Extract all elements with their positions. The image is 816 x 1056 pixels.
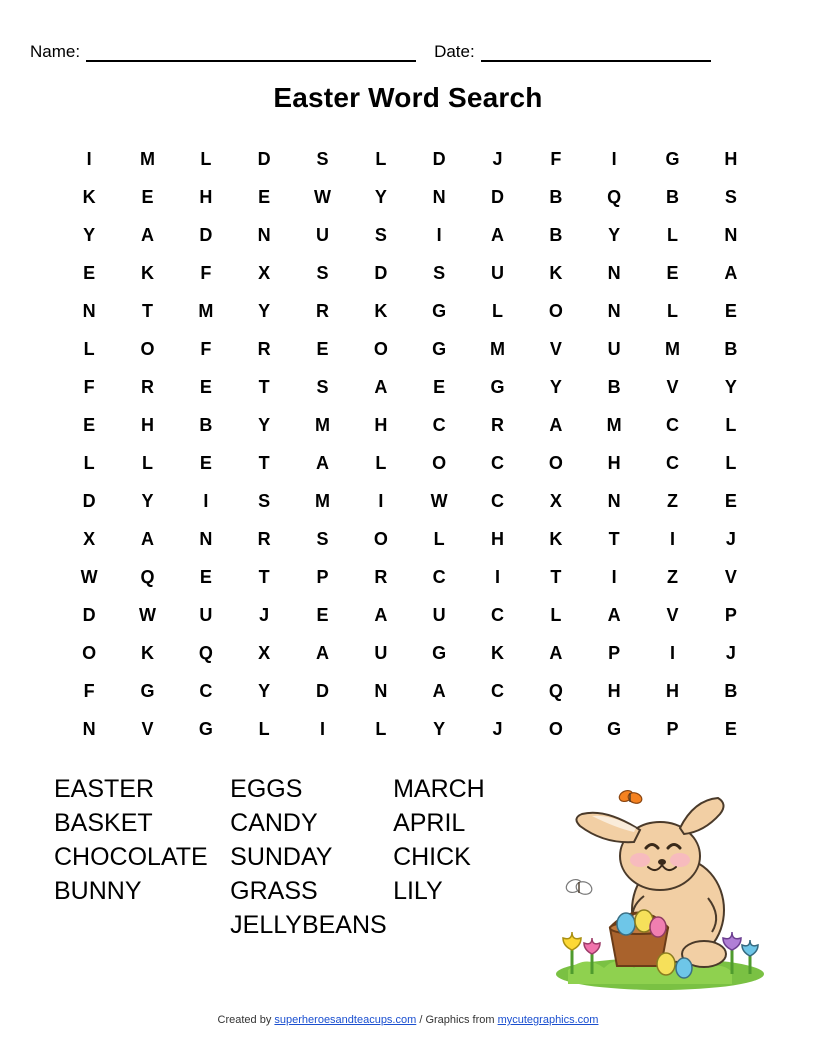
grid-cell: D <box>199 225 213 245</box>
grid-cell: L <box>200 149 212 169</box>
grid-cell: B <box>607 377 621 397</box>
grid-cell: A <box>549 643 563 663</box>
grid-cell: E <box>199 567 212 587</box>
grid-cell: E <box>83 263 96 283</box>
name-input-line[interactable] <box>86 42 416 62</box>
grid-cell: W <box>138 605 156 625</box>
grid-cell: M <box>489 339 505 359</box>
grid-cell: R <box>374 567 388 587</box>
grid-cell: P <box>724 605 737 625</box>
word-list-item: GRASS <box>230 877 318 905</box>
grid-cell: I <box>669 529 675 549</box>
grid-cell: D <box>257 149 271 169</box>
grid-cell: X <box>549 491 562 511</box>
grid-cell: Y <box>724 377 737 397</box>
grid-cell: D <box>374 263 388 283</box>
grid-cell: E <box>258 187 271 207</box>
grid-cell: A <box>374 377 388 397</box>
grid-cell: K <box>140 263 154 283</box>
grid-cell: M <box>314 415 330 435</box>
grid-cell: Z <box>666 491 678 511</box>
grid-cell: W <box>313 187 331 207</box>
grid-cell: K <box>549 263 563 283</box>
grid-cell: D <box>82 491 96 511</box>
grid-cell: F <box>83 377 95 397</box>
grid-cell: S <box>316 377 329 397</box>
grid-cell: G <box>432 339 447 359</box>
grid-cell: X <box>258 643 271 663</box>
grid-cell: E <box>316 605 329 625</box>
grid-cell: U <box>199 605 213 625</box>
footer-created-by: Created by <box>217 1014 272 1026</box>
grid-cell: L <box>725 453 737 473</box>
grid-cell: A <box>724 263 738 283</box>
grid-cell: C <box>490 491 504 511</box>
word-list <box>54 772 534 942</box>
grid-cell: L <box>375 453 387 473</box>
grid-cell: L <box>141 453 153 473</box>
word-list-item: MARCH <box>393 775 485 803</box>
grid-cell: Q <box>140 567 155 587</box>
grid-cell: B <box>549 187 563 207</box>
word-list-item: EASTER <box>54 775 155 803</box>
word-list-column-2 <box>230 772 393 942</box>
grid-cell: N <box>82 719 96 739</box>
grid-cell: S <box>433 263 446 283</box>
grid-cell: J <box>725 643 736 663</box>
grid-cell: J <box>259 605 270 625</box>
grid-cell: H <box>607 681 621 701</box>
grid-cell: X <box>83 529 96 549</box>
grid-cell: P <box>608 643 621 663</box>
grid-cell: Y <box>258 681 271 701</box>
grid-cell: T <box>608 529 620 549</box>
grid-cell: A <box>549 415 563 435</box>
grid-cell: V <box>724 567 737 587</box>
grid-cell: D <box>315 681 329 701</box>
grid-cell: D <box>432 149 446 169</box>
grid-cell: T <box>141 301 153 321</box>
grid-cell: H <box>374 415 388 435</box>
grid-cell: M <box>139 149 155 169</box>
grid-cell: K <box>549 529 563 549</box>
grid-cell: H <box>665 681 679 701</box>
grid-cell: J <box>492 149 503 169</box>
grid-cell: K <box>82 187 96 207</box>
grid-cell: H <box>140 415 154 435</box>
word-list-item: SUNDAY <box>230 843 333 871</box>
grid-cell: Z <box>666 567 678 587</box>
grid-cell: S <box>374 225 387 245</box>
word-search-grid <box>60 140 760 748</box>
grid-cell: C <box>490 453 504 473</box>
grid-cell: I <box>86 149 92 169</box>
grid-cell: Y <box>83 225 96 245</box>
grid-cell: L <box>550 605 562 625</box>
grid-cell: E <box>724 719 737 739</box>
grid-cell: I <box>319 719 325 739</box>
word-list-item: JELLYBEANS <box>230 911 387 939</box>
grid-cell: K <box>490 643 504 663</box>
grid-cell: R <box>257 529 271 549</box>
grid-cell: T <box>258 377 270 397</box>
grid-cell: S <box>724 187 737 207</box>
grid-cell: P <box>666 719 679 739</box>
grid-cell: F <box>83 681 95 701</box>
grid-cell: G <box>198 719 213 739</box>
easter-bunny-illustration <box>548 778 766 990</box>
grid-cell: A <box>490 225 504 245</box>
grid-cell: E <box>83 415 96 435</box>
grid-cell: E <box>199 453 212 473</box>
grid-cell: C <box>665 415 679 435</box>
grid-cell: S <box>258 491 271 511</box>
grid-cell: L <box>375 719 387 739</box>
grid-cell: U <box>374 643 388 663</box>
grid-cell: L <box>433 529 445 549</box>
grid-cell: P <box>316 567 329 587</box>
grid-cell: N <box>432 187 446 207</box>
grid-cell: N <box>199 529 213 549</box>
grid-cell: W <box>430 491 448 511</box>
grid-cell: B <box>724 681 738 701</box>
word-list-item: LILY <box>393 877 443 905</box>
grid-cell: R <box>257 339 271 359</box>
grid-cell: A <box>374 605 388 625</box>
grid-cell: L <box>375 149 387 169</box>
grid-cell: Y <box>258 301 271 321</box>
grid-cell: N <box>607 301 621 321</box>
grid-cell: N <box>607 491 621 511</box>
grid-cell: S <box>316 529 329 549</box>
grid-cell: U <box>315 225 329 245</box>
grid-cell: F <box>200 263 212 283</box>
grid-cell: L <box>258 719 270 739</box>
grid-cell: Y <box>433 719 446 739</box>
word-list-item: CHICK <box>393 843 471 871</box>
grid-cell: C <box>665 453 679 473</box>
grid-cell: A <box>315 643 329 663</box>
grid-cell: E <box>141 187 154 207</box>
grid-cell: V <box>666 605 679 625</box>
grid-cell: O <box>548 719 563 739</box>
grid-cell: N <box>82 301 96 321</box>
grid-cell: B <box>665 187 679 207</box>
grid-cell: C <box>490 681 504 701</box>
footer-credits <box>0 1014 816 1026</box>
grid-cell: A <box>432 681 446 701</box>
grid-cell: O <box>548 453 563 473</box>
grid-cell: R <box>140 377 154 397</box>
grid-cell: G <box>432 301 447 321</box>
word-list-item: CHOCOLATE <box>54 843 208 871</box>
grid-cell: E <box>199 377 212 397</box>
grid-cell: L <box>666 301 678 321</box>
grid-cell: K <box>140 643 154 663</box>
grid-cell: Y <box>608 225 621 245</box>
grid-cell: I <box>611 149 617 169</box>
grid-cell: L <box>83 339 95 359</box>
grid-cell: N <box>607 263 621 283</box>
date-label: Date: <box>434 42 475 61</box>
grid-cell: Q <box>548 681 563 701</box>
grid-cell: V <box>549 339 562 359</box>
grid-cell: O <box>432 453 447 473</box>
word-list-item: EGGS <box>230 775 303 803</box>
grid-cell: D <box>490 187 504 207</box>
grid-cell: U <box>490 263 504 283</box>
grid-cell: M <box>664 339 680 359</box>
grid-cell: E <box>724 491 737 511</box>
grid-cell: N <box>374 681 388 701</box>
grid-cell: I <box>436 225 442 245</box>
word-list-item: BASKET <box>54 809 153 837</box>
grid-cell: E <box>666 263 679 283</box>
grid-cell: Y <box>141 491 154 511</box>
header-fields <box>30 42 786 62</box>
grid-cell: A <box>315 453 329 473</box>
grid-cell: B <box>724 339 738 359</box>
grid-cell: I <box>203 491 209 511</box>
grid-cell: I <box>611 567 617 587</box>
grid-cell: L <box>491 301 503 321</box>
grid-cell: B <box>199 415 213 435</box>
grid-cell: G <box>607 719 622 739</box>
grid-cell: T <box>550 567 562 587</box>
grid-cell: U <box>607 339 621 359</box>
grid-cell: A <box>140 225 154 245</box>
word-list-column-1 <box>54 772 230 942</box>
grid-cell: V <box>141 719 154 739</box>
grid-cell: I <box>669 643 675 663</box>
grid-cell: V <box>666 377 679 397</box>
grid-cell: O <box>82 643 97 663</box>
footer-link-mycutegraphics[interactable]: mycutegraphics.com <box>497 1014 599 1026</box>
grid-cell: E <box>433 377 446 397</box>
grid-cell: G <box>665 149 680 169</box>
grid-cell: R <box>490 415 504 435</box>
footer-link-superheroesandteacups[interactable]: superheroesandteacups.com <box>274 1014 417 1026</box>
grid-cell: O <box>373 339 388 359</box>
grid-cell: H <box>607 453 621 473</box>
grid-cell: J <box>725 529 736 549</box>
grid-cell: C <box>432 415 446 435</box>
grid-cell: Y <box>549 377 562 397</box>
word-list-item: CANDY <box>230 809 318 837</box>
grid-cell: D <box>82 605 96 625</box>
grid-cell: M <box>606 415 622 435</box>
grid-cell: C <box>199 681 213 701</box>
grid-cell: N <box>257 225 271 245</box>
grid-cell: Y <box>374 187 387 207</box>
grid-cell: N <box>724 225 738 245</box>
word-list-item: BUNNY <box>54 877 142 905</box>
grid-cell: M <box>198 301 214 321</box>
date-input-line[interactable] <box>481 42 711 62</box>
word-list-item: APRIL <box>393 809 466 837</box>
grid-cell: O <box>140 339 155 359</box>
grid-cell: O <box>373 529 388 549</box>
grid-cell: F <box>550 149 562 169</box>
page-title: Easter Word Search <box>273 82 543 113</box>
grid-cell: O <box>548 301 563 321</box>
grid-cell: Q <box>198 643 213 663</box>
name-label: Name: <box>30 42 81 61</box>
grid-cell: Q <box>607 187 622 207</box>
grid-cell: A <box>140 529 154 549</box>
grid-cell: H <box>199 187 213 207</box>
grid-cell: S <box>316 263 329 283</box>
word-list-column-3 <box>393 772 534 942</box>
grid-cell: S <box>316 149 329 169</box>
grid-cell: Y <box>258 415 271 435</box>
grid-cell: M <box>314 491 330 511</box>
grid-cell: T <box>258 453 270 473</box>
grid-cell: I <box>494 567 500 587</box>
grid-cell: A <box>607 605 621 625</box>
grid-cell: J <box>492 719 503 739</box>
grid-cell: E <box>316 339 329 359</box>
grid-cell: T <box>258 567 270 587</box>
footer-middle-text: / Graphics from <box>419 1014 495 1026</box>
grid-cell: E <box>724 301 737 321</box>
grid-cell: B <box>549 225 563 245</box>
grid-cell: W <box>80 567 98 587</box>
grid-cell: R <box>315 301 329 321</box>
grid-cell: G <box>140 681 155 701</box>
grid-cell: G <box>432 643 447 663</box>
grid-cell: H <box>490 529 504 549</box>
grid-cell: C <box>432 567 446 587</box>
grid-cell: L <box>725 415 737 435</box>
grid-cell: G <box>490 377 505 397</box>
grid-cell: H <box>724 149 738 169</box>
grid-cell: U <box>432 605 446 625</box>
grid-cell: K <box>374 301 388 321</box>
grid-cell: F <box>200 339 212 359</box>
grid-cell: I <box>378 491 384 511</box>
grid-cell: C <box>490 605 504 625</box>
grid-cell: X <box>258 263 271 283</box>
grid-cell: L <box>83 453 95 473</box>
grid-cell: L <box>666 225 678 245</box>
